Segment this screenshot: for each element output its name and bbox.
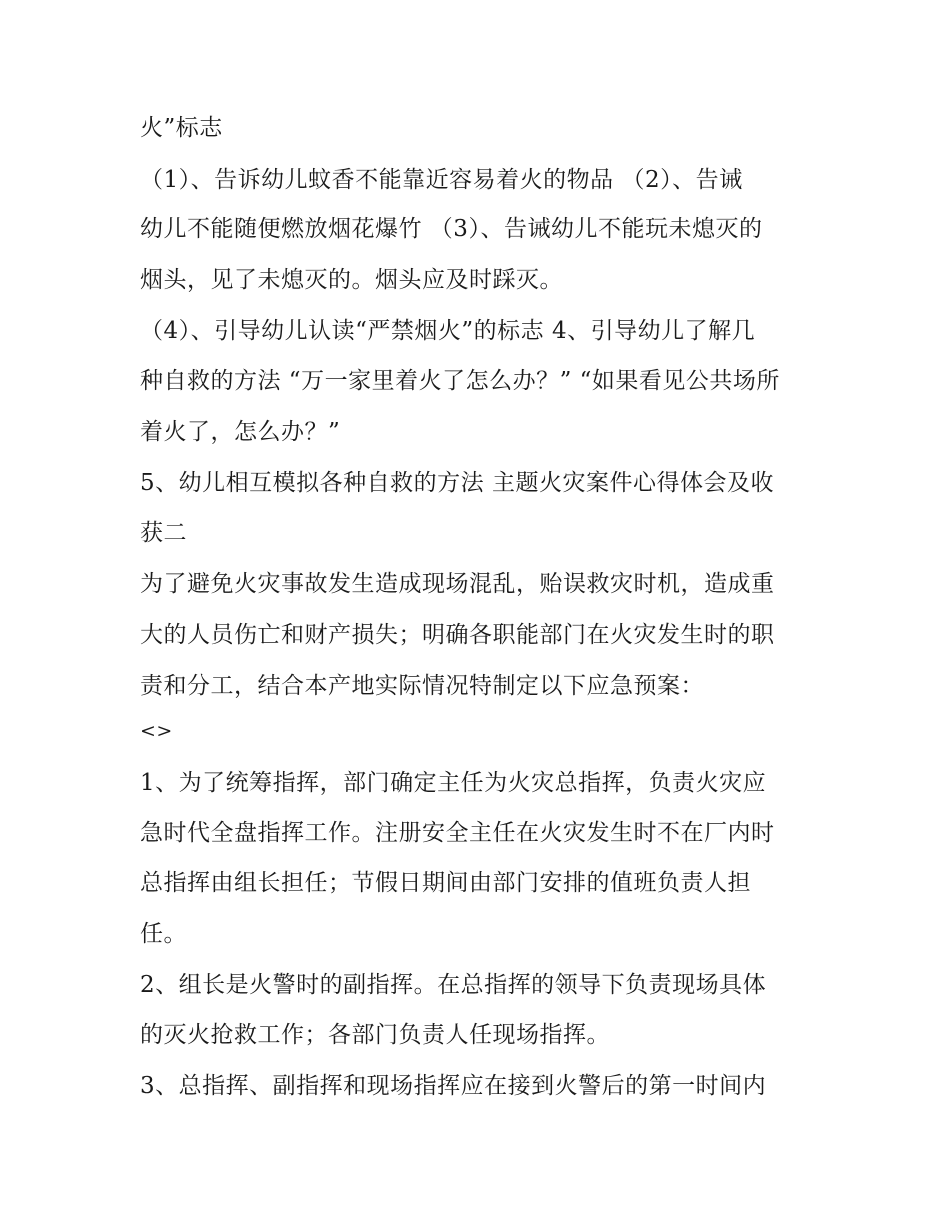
- text-line: 火”标志: [140, 115, 223, 141]
- text-line: 获二: [140, 520, 187, 546]
- text-line: 急时代全盘指挥工作。注册安全主任在火灾发生时不在厂内时: [140, 820, 775, 846]
- text-line: 任。: [140, 921, 187, 947]
- text-line: 为了避免火灾事故发生造成现场混乱，贻误救灾时机，造成重: [140, 571, 775, 597]
- text-line: 5、幼儿相互模拟各种自救的方法 主题火灾案件心得体会及收: [140, 470, 774, 496]
- text-line: 大的人员伤亡和财产损失；明确各职能部门在火灾发生时的职: [140, 622, 775, 648]
- text-line: 的灭火抢救工作；各部门负责人任现场指挥。: [140, 1022, 610, 1048]
- text-line: 幼儿不能随便燃放烟花爆竹 （3）、告诫幼儿不能玩未熄灭的: [140, 216, 763, 242]
- text-line: 1、为了统筹指挥，部门确定主任为火灾总指挥，负责火灾应: [140, 770, 767, 796]
- text-line: 种自救的方法 “万一家里着火了怎么办？” “如果看见公共场所: [140, 368, 780, 394]
- text-line: 烟头，见了未熄灭的。烟头应及时踩灭。: [140, 267, 563, 293]
- text-line: 责和分工，结合本产地实际情况特制定以下应急预案：: [140, 673, 704, 699]
- text-line: 总指挥由组长担任；节假日期间由部门安排的值班负责人担: [140, 870, 751, 896]
- text-line: （1）、告诉幼儿蚊香不能靠近容易着火的物品 （2）、告诫: [140, 167, 743, 193]
- text-line: （4）、引导幼儿认读“严禁烟火”的标志 4、引导幼儿了解几: [140, 318, 756, 344]
- text-line: <>: [140, 720, 173, 742]
- text-line: 着火了，怎么办？”: [140, 419, 341, 445]
- text-line: 2、组长是火警时的副指挥。在总指挥的领导下负责现场具体: [140, 972, 767, 998]
- text-line: 3、总指挥、副指挥和现场指挥应在接到火警后的第一时间内: [140, 1073, 767, 1099]
